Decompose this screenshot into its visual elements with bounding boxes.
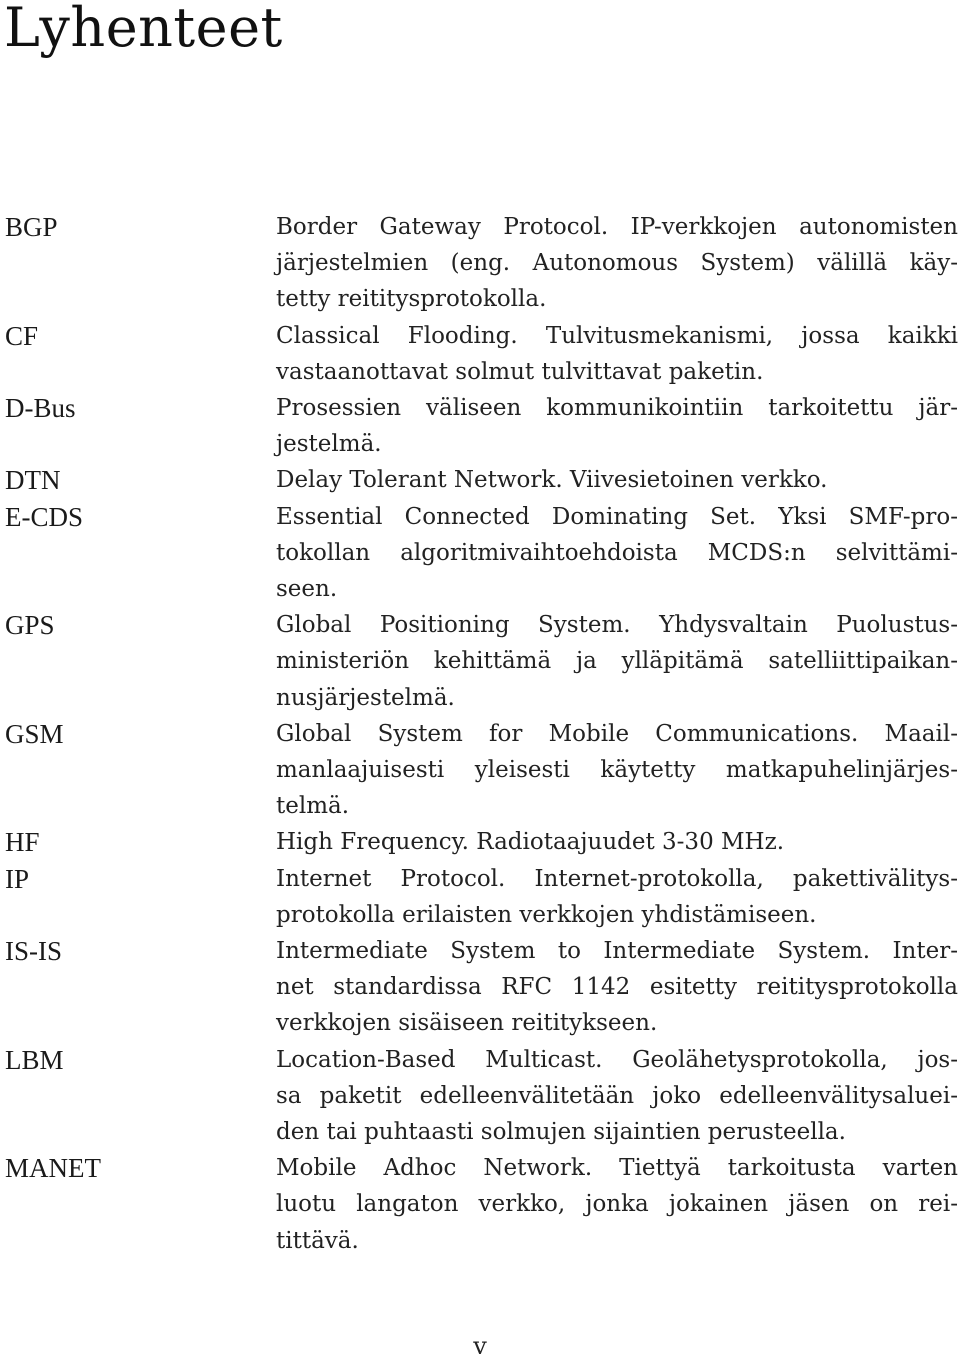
definition-line: verkkojen sisäiseen reititykseen. [276, 1010, 658, 1037]
abbreviation-definition [276, 462, 958, 498]
abbreviation-definition [276, 1150, 958, 1259]
definition-line: jestelmä. [276, 431, 382, 458]
definition-line: Global Positioning System. Yhdysvaltain Puolustus- [276, 612, 958, 639]
definition-line: järjestelmien (eng. Autonomous System) välillä käy- [276, 250, 958, 277]
abbreviation-definition [276, 607, 958, 716]
definition-line: High Frequency. Radiotaajuudet 3-30 MHz. [276, 829, 785, 856]
abbreviation-entry-is-is [0, 933, 960, 1042]
definition-line: ministeriön kehittämä ja ylläpitämä satelliittipaikan- [276, 648, 958, 675]
definition-line: seen. [276, 576, 338, 603]
abbreviation-term: GSM [5, 718, 64, 749]
definition-line: Location-Based Multicast. Geolähetysprotokolla, jos- [276, 1046, 958, 1073]
abbreviation-entry-hf [0, 824, 960, 860]
abbreviation-entry-dtn [0, 462, 960, 498]
definition-line: Intermediate System to Intermediate System. Inter- [276, 938, 958, 965]
abbreviation-definition [276, 318, 958, 390]
definition-line: sa paketit edelleenvälitetään joko edelleenvälitysaluei- [276, 1082, 958, 1109]
abbreviation-definition [276, 933, 958, 1042]
abbreviation-term: D-Bus [5, 393, 76, 424]
definition-line: Essential Connected Dominating Set. Yksi SMF-pro- [276, 503, 958, 530]
definition-line: Prosessien väliseen kommunikointiin tarkoitettu jär- [276, 395, 958, 422]
abbreviation-term: IS-IS [5, 936, 63, 967]
abbreviation-list [0, 209, 960, 1259]
definition-line: vastaanottavat solmut tulvittavat paketin. [276, 358, 764, 385]
page-number: v [473, 1332, 487, 1360]
abbreviation-term: LBM [5, 1044, 64, 1075]
abbreviation-definition [276, 824, 958, 860]
definition-line: tetty reititysprotokolla. [276, 286, 547, 313]
definition-line: protokolla erilaisten verkkojen yhdistämiseen. [276, 901, 817, 928]
abbreviation-entry-bgp [0, 209, 960, 318]
abbreviation-term: GPS [5, 610, 55, 641]
abbreviation-definition [276, 499, 958, 608]
abbreviation-entry-manet [0, 1150, 960, 1259]
definition-line: telmä. [276, 793, 350, 820]
definition-line: Mobile Adhoc Network. Tiettyä tarkoitusta varten [276, 1155, 958, 1182]
abbreviation-entry-cf [0, 318, 960, 390]
abbreviation-definition [276, 1042, 958, 1151]
definition-line: tittävä. [276, 1227, 359, 1254]
definition-line: luotu langaton verkko, jonka jokainen jäsen on rei- [276, 1191, 958, 1218]
abbreviation-term: IP [5, 863, 30, 894]
abbreviation-entry-ip [0, 861, 960, 933]
abbreviation-entry-e-cds [0, 499, 960, 608]
abbreviation-definition [276, 716, 958, 825]
abbreviation-entry-d-bus [0, 390, 960, 462]
abbreviation-entry-gps [0, 607, 960, 716]
definition-line: Classical Flooding. Tulvitusmekanismi, jossa kaikki [276, 322, 958, 349]
abbreviation-entry-lbm [0, 1042, 960, 1151]
abbreviation-definition [276, 861, 958, 933]
abbreviation-term: MANET [5, 1153, 101, 1184]
abbreviation-term: BGP [5, 212, 58, 242]
definition-line: nusjärjestelmä. [276, 684, 455, 711]
page-title: Lyhenteet [4, 0, 283, 59]
abbreviation-definition [276, 390, 958, 462]
definition-line: Border Gateway Protocol. IP-verkkojen autonomisten [276, 214, 958, 240]
abbreviation-term: DTN [5, 465, 61, 496]
abbreviation-term: CF [5, 320, 39, 351]
definition-line: Delay Tolerant Network. Viivesietoinen verkko. [276, 467, 828, 494]
abbreviation-definition [276, 209, 958, 318]
definition-line: Global System for Mobile Communications. Maail- [276, 720, 958, 747]
abbreviation-entry-gsm [0, 716, 960, 825]
abbreviation-term: HF [5, 827, 40, 858]
abbreviation-term: E-CDS [5, 501, 84, 532]
definition-line: tokollan algoritmivaihtoehdoista MCDS:n selvittämi- [276, 539, 958, 566]
definition-line: manlaajuisesti yleisesti käytetty matkapuhelinjärjes- [276, 757, 958, 784]
definition-line: Internet Protocol. Internet-protokolla, pakettivälitys- [276, 865, 958, 892]
definition-line: den tai puhtaasti solmujen sijaintien perusteella. [276, 1119, 846, 1146]
definition-line: net standardissa RFC 1142 esitetty reititysprotokolla [276, 974, 958, 1001]
